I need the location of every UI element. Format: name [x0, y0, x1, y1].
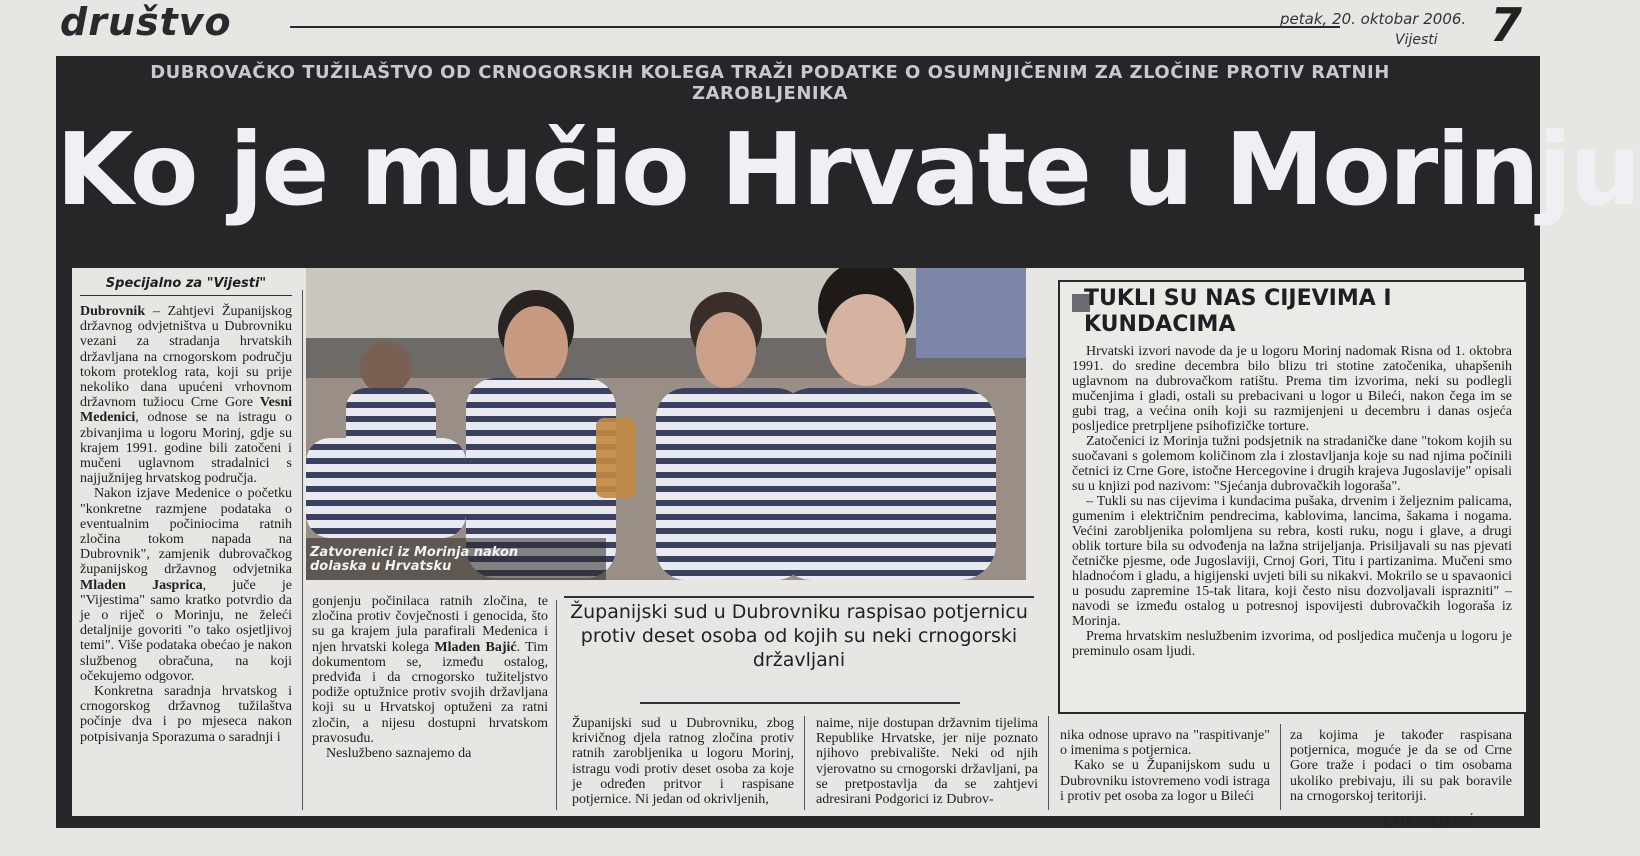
paragraph-text: , juče je "Vijestima" samo kratko potvrdio da je o riječ o Morinju, ne želeći detaljnije govoriti "o tako osjetljivoj temi". Više podataka obećao je nakon službenog obračuna, na koji očekujemo odgovor.: [80, 577, 292, 684]
paragraph-text: – Zahtjevi Županijskog državnog odvjetništva u Dubrovniku vezani za stradanja hrvatskih državljana na crnogorskom području tokom proteklog rata, koji su prije nekoliko dana upućeni vrhovnom državnom tužiocu Crne Gore: [80, 304, 292, 411]
issue-date: petak, 20. oktobar 2006.: [1280, 10, 1467, 28]
paragraph: za kojima je također raspisana potjernica, moguće je da se od Crne Gore traže i podaci o tim osobama ukoliko prebivaju, ili su pak boravile na crnogorskoj teritoriji.: [1290, 728, 1512, 804]
article-column-2: [312, 594, 548, 761]
frame-bottom: [56, 816, 1540, 828]
news-photo: [306, 268, 1026, 580]
article-column-1: [80, 304, 292, 745]
paragraph: – Tukli su nas cijevima i kundacima pušaka, drvenim i željeznim palicama, gumenim i električnim pendrecima, kablovima, lancima, šakama i nogama. Većini zarobljenika polomljena su rebra, kosti ruku, nogu i glave, a drugi oblik torture bila su odvođenja na lažna strijeljanja. Prisiljavali su nas pjevati četničke pjesme, ode Jugoslaviji, Crnoj Gori, Titu i partizanima. Mučeni smo hladnoćom i gladu, a higijenski uvjeti bili su nikakvi. Mokrilo se u spavaonici u posudu zapremine 15-tak litara, koji često nisu dozvoljavali isprazniti" – navodi se između ostalog u potresnoj ispovijesti dubrovačkih logoraša iz Morinja.: [1072, 494, 1512, 629]
column-rule: [1280, 724, 1281, 810]
paragraph: [80, 486, 292, 684]
photo-illustration: [306, 268, 1026, 580]
article-column-3: [572, 716, 794, 807]
kicker: DUBROVAČKO TUŽILAŠTVO OD CRNOGORSKIH KOLEGA TRAŽI PODATKE O OSUMNJIČENIM ZA ZLOČINE PROTIV RATNIH ZAROBLJENIKA: [150, 62, 1390, 104]
paragraph: [80, 304, 292, 486]
subhead-rule-top: [564, 596, 1034, 598]
paragraph: nika odnose upravo na "raspitivanje" o imenima s potjernica.: [1060, 728, 1270, 759]
paragraph: naime, nije dostupan državnim tijelima Republike Hrvatske, jer nije poznato njihovo prebivalište. Neki od njih vjerovatno su crnogorski državljani, pa se pretpostavlja da se zahtjevi adresirani Podgorici iz Dubrov-: [816, 716, 1038, 808]
page-number: 7: [1490, 0, 1523, 52]
column-rule: [1048, 716, 1049, 810]
paragraph: Hrvatski izvori navode da je u logoru Morinj nadomak Risna od 1. oktobra 1991. do sredine decembra bilo blizu tri stotine zatočenika, uhapšenih uglavnom na dubrovačkom ratištu. Prema tim izvorima, neki su podlegli mučenjima i gladi, ostali su prebacivani u logor u Bileći, nakon čega im se gubi trag, a većina onih koji su razmijenjeni u decembru i danas osjeća posljedice pretrpljene psihofizičke torture.: [1072, 344, 1512, 434]
paragraph-text: Nakon izjave Medenice o početku "konkretne razmjene podataka o eventualnim počiniocima ratnih zločina tokom napada na Dubrovnik", zamjenik dubrovačkog županijskog državnog odvjetnika: [80, 486, 292, 578]
article-column-6: [1290, 728, 1512, 804]
subhead: Županijski sud u Dubrovniku raspisao potjernicu protiv deset osoba od kojih su neki crnogorski državljani: [570, 601, 1028, 671]
paragraph: Županijski sud u Dubrovniku, zbog krivičnog djela ratnog zločina protiv ratnih zarobljenika u logoru Morinj, istragu vodi protiv deset osoba za koje je određen pritvor i raspisane potjernice. Ni jedan od okrivljenih,: [572, 716, 794, 808]
paragraph-text: , odnose se na istragu o zbivanjima u logoru Morinj, gdje su krajem 1991. godine bili zatočeni i mučeni uglavnom stradalnici s najjužnijeg hrvatskog područja.: [80, 410, 292, 487]
paragraph: Zatočenici iz Morinja tužni podsjetnik na stradaničke dane "tokom kojih su suočavani s golemom količinom zla i zlostavljanja koje su nad njima počinili četnici iz Crne Gore, istočne Hercegovine i drugih krajeva Jugoslavije" opisali su u knjizi pod nazivom: "Sjećanja dubrovačkih logoraša".: [1072, 434, 1512, 494]
paragraph: Prema hrvatskim neslužbenim izvorima, od posljedica mučenja u logoru je preminulo osam ljudi.: [1072, 629, 1512, 659]
frame-left: [56, 268, 72, 828]
paragraph-text: . Tim dokumentom se, između ostalog, predviđa i da crnogorsko tužiteljstvo podiže optužnice protiv svojih državljana koji su u Hrvatskoj optuženi za ratni zločin, a nijesu dostupni hrvatskom pravosuđu.: [312, 639, 549, 746]
headline: Ko je mučio Hrvate u Morinju: [56, 111, 1640, 228]
author-signature: J.MRVALJEVIĆ: [1384, 814, 1475, 828]
person-name: Mladen Bajić: [434, 639, 517, 655]
dateline: Dubrovnik: [80, 304, 146, 319]
paragraph: [312, 594, 548, 746]
paper-name: Vijesti: [1395, 32, 1438, 48]
box-title: TUKLI SU NAS CIJEVIMA I KUNDACIMA: [1084, 286, 1392, 337]
paragraph: Kako se u Županijskom sudu u Dubrovniku istovremeno vodi istraga i protiv pet osoba za logor u Bileći: [1060, 758, 1270, 804]
person-name: Vesni Medenici: [80, 395, 292, 426]
column-rule: [804, 716, 805, 810]
paragraph: Neslužbeno saznajemo da: [326, 746, 472, 762]
article-column-5: [1060, 728, 1270, 804]
column-rule: [302, 290, 303, 810]
header-rule: [290, 26, 1340, 28]
section-name: društvo: [60, 0, 232, 44]
box-text: [1072, 344, 1512, 659]
column-rule: [556, 600, 557, 810]
person-name: Mladen Jasprica: [80, 577, 203, 593]
byline: Specijalno za "Vijesti": [80, 276, 292, 296]
photo-caption: Zatvorenici iz Morinja nakon dolaska u Hrvatsku: [310, 545, 519, 574]
subhead-rule-bottom: [640, 702, 960, 704]
article-column-4: [816, 716, 1038, 807]
paragraph: Konkretna saradnja hrvatskog i crnogorskog državnog tužilaštva počinje dva i po mjeseca nakon potpisivanja Sporazuma o saradnji i: [80, 684, 292, 745]
paragraph-text: gonjenju počinilaca ratnih zločina, te zločina protiv čovječnosti i genocida, što su ga krajem jula parafirali Medenica i njen hrvatski kolega: [312, 594, 548, 655]
